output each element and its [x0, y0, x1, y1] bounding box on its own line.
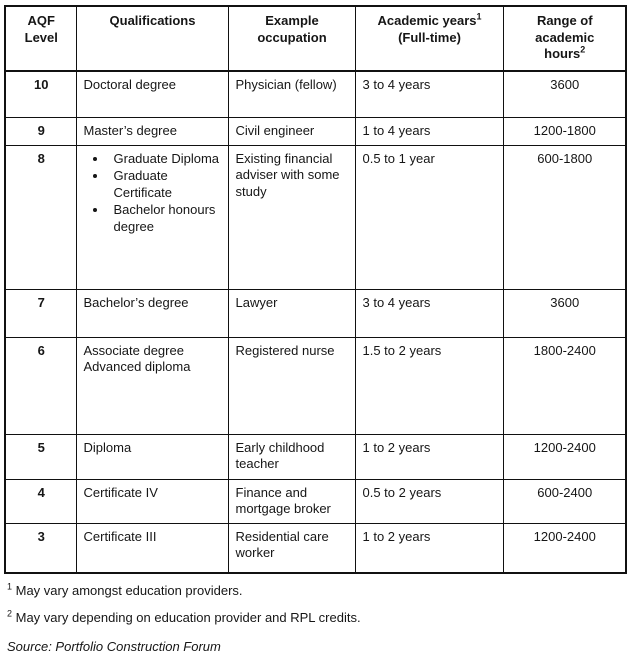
bullet-item: • Bachelor honours degree	[108, 202, 222, 235]
footnote-marker-2: 2	[580, 44, 586, 55]
footnote-marker-1: 1	[476, 11, 482, 22]
cell-level: 5	[5, 434, 76, 479]
cell-occupation: Registered nurse	[228, 337, 355, 434]
col-header-academic-hours	[503, 6, 626, 71]
cell-qualification: Diploma	[76, 434, 228, 479]
cell-level: 6	[5, 337, 76, 434]
cell-level: 4	[5, 479, 76, 523]
footnote-1-marker: 1	[7, 581, 13, 592]
col-header-aqf-level: AQF Level	[5, 6, 76, 71]
header-hours-line3: hours$^2$	[544, 44, 586, 61]
cell-occupation: Physician (fellow)	[228, 71, 355, 117]
cell-qualification: Certificate IV	[76, 479, 228, 523]
cell-hours: 3600	[503, 71, 626, 117]
col-header-academic-years	[355, 6, 503, 71]
source-line: Source: Portfolio Construction Forum	[7, 639, 221, 654]
col-header-example-occupation	[228, 6, 355, 71]
cell-years: 0.5 to 1 year	[355, 145, 503, 289]
bullet-item: • Graduate Diploma	[108, 151, 222, 168]
cell-occupation: Existing financial adviser with some study	[228, 145, 355, 289]
table-header-row	[5, 6, 626, 71]
cell-years: 1.5 to 2 years	[355, 337, 503, 434]
cell-qualification: Doctoral degree	[76, 71, 228, 117]
header-occupation-line1: Example	[265, 13, 319, 28]
header-hours-line1: Range of	[536, 13, 593, 28]
footnote-2-marker: 2	[7, 608, 13, 619]
table-row-level-8	[5, 145, 626, 289]
cell-years: 1 to 2 years	[355, 523, 503, 573]
cell-years: 0.5 to 2 years	[355, 479, 503, 523]
cell-level: 7	[5, 289, 76, 337]
footnote-2	[7, 610, 627, 625]
cell-level: 3	[5, 523, 76, 573]
cell-qualification: Bachelor’s degree	[76, 289, 228, 337]
table-row-level-9	[5, 117, 626, 145]
table-notes	[7, 583, 627, 654]
table-row-level-10	[5, 71, 626, 117]
footnote-1	[7, 583, 627, 598]
cell-years: 1 to 2 years	[355, 434, 503, 479]
cell-occupation: Lawyer	[228, 289, 355, 337]
cell-occupation: Residential care worker	[228, 523, 355, 573]
table-row-level-3	[5, 523, 626, 573]
cell-years: 1 to 4 years	[355, 117, 503, 145]
footnote-1-text: May vary amongst education providers.	[12, 583, 243, 598]
table-row-level-6	[5, 337, 626, 434]
cell-qualification: Master’s degree	[76, 117, 228, 145]
cell-occupation: Civil engineer	[228, 117, 355, 145]
header-occupation-line2: occupation	[257, 29, 327, 45]
header-full-time-text: (Full-time)	[398, 29, 461, 45]
cell-occupation: Early childhood teacher	[228, 434, 355, 479]
cell-hours: 1200-2400	[503, 523, 626, 573]
cell-hours: 600-1800	[503, 145, 626, 289]
qualification-line: Associate degree	[83, 342, 184, 358]
cell-qualification	[76, 145, 228, 289]
table-row-level-7	[5, 289, 626, 337]
col-header-qualifications: Qualifications	[76, 6, 228, 71]
table-row-level-4	[5, 479, 626, 523]
table-row-level-5	[5, 434, 626, 479]
cell-qualification	[76, 337, 228, 434]
cell-qualification: Certificate III	[76, 523, 228, 573]
cell-hours: 600-2400	[503, 479, 626, 523]
cell-level: 8	[5, 145, 76, 289]
cell-years: 3 to 4 years	[355, 71, 503, 117]
qualification-bullet-list	[84, 151, 222, 236]
cell-hours: 1200-1800	[503, 117, 626, 145]
cell-hours: 1800-2400	[503, 337, 626, 434]
footnote-2-text: May vary depending on education provider and RPL credits.	[12, 610, 361, 625]
qualification-line: Advanced diploma	[83, 359, 191, 374]
cell-level: 9	[5, 117, 76, 145]
cell-years: 3 to 4 years	[355, 289, 503, 337]
aqf-levels-table	[4, 5, 627, 574]
cell-hours: 3600	[503, 289, 626, 337]
bullet-item: • Graduate Certificate	[108, 168, 222, 201]
cell-occupation: Finance and mortgage broker	[228, 479, 355, 523]
header-hours-line2: academic	[535, 29, 595, 45]
cell-level: 10	[5, 71, 76, 117]
header-academic-years-text: Academic years$^1$	[377, 11, 482, 28]
cell-hours: 1200-2400	[503, 434, 626, 479]
